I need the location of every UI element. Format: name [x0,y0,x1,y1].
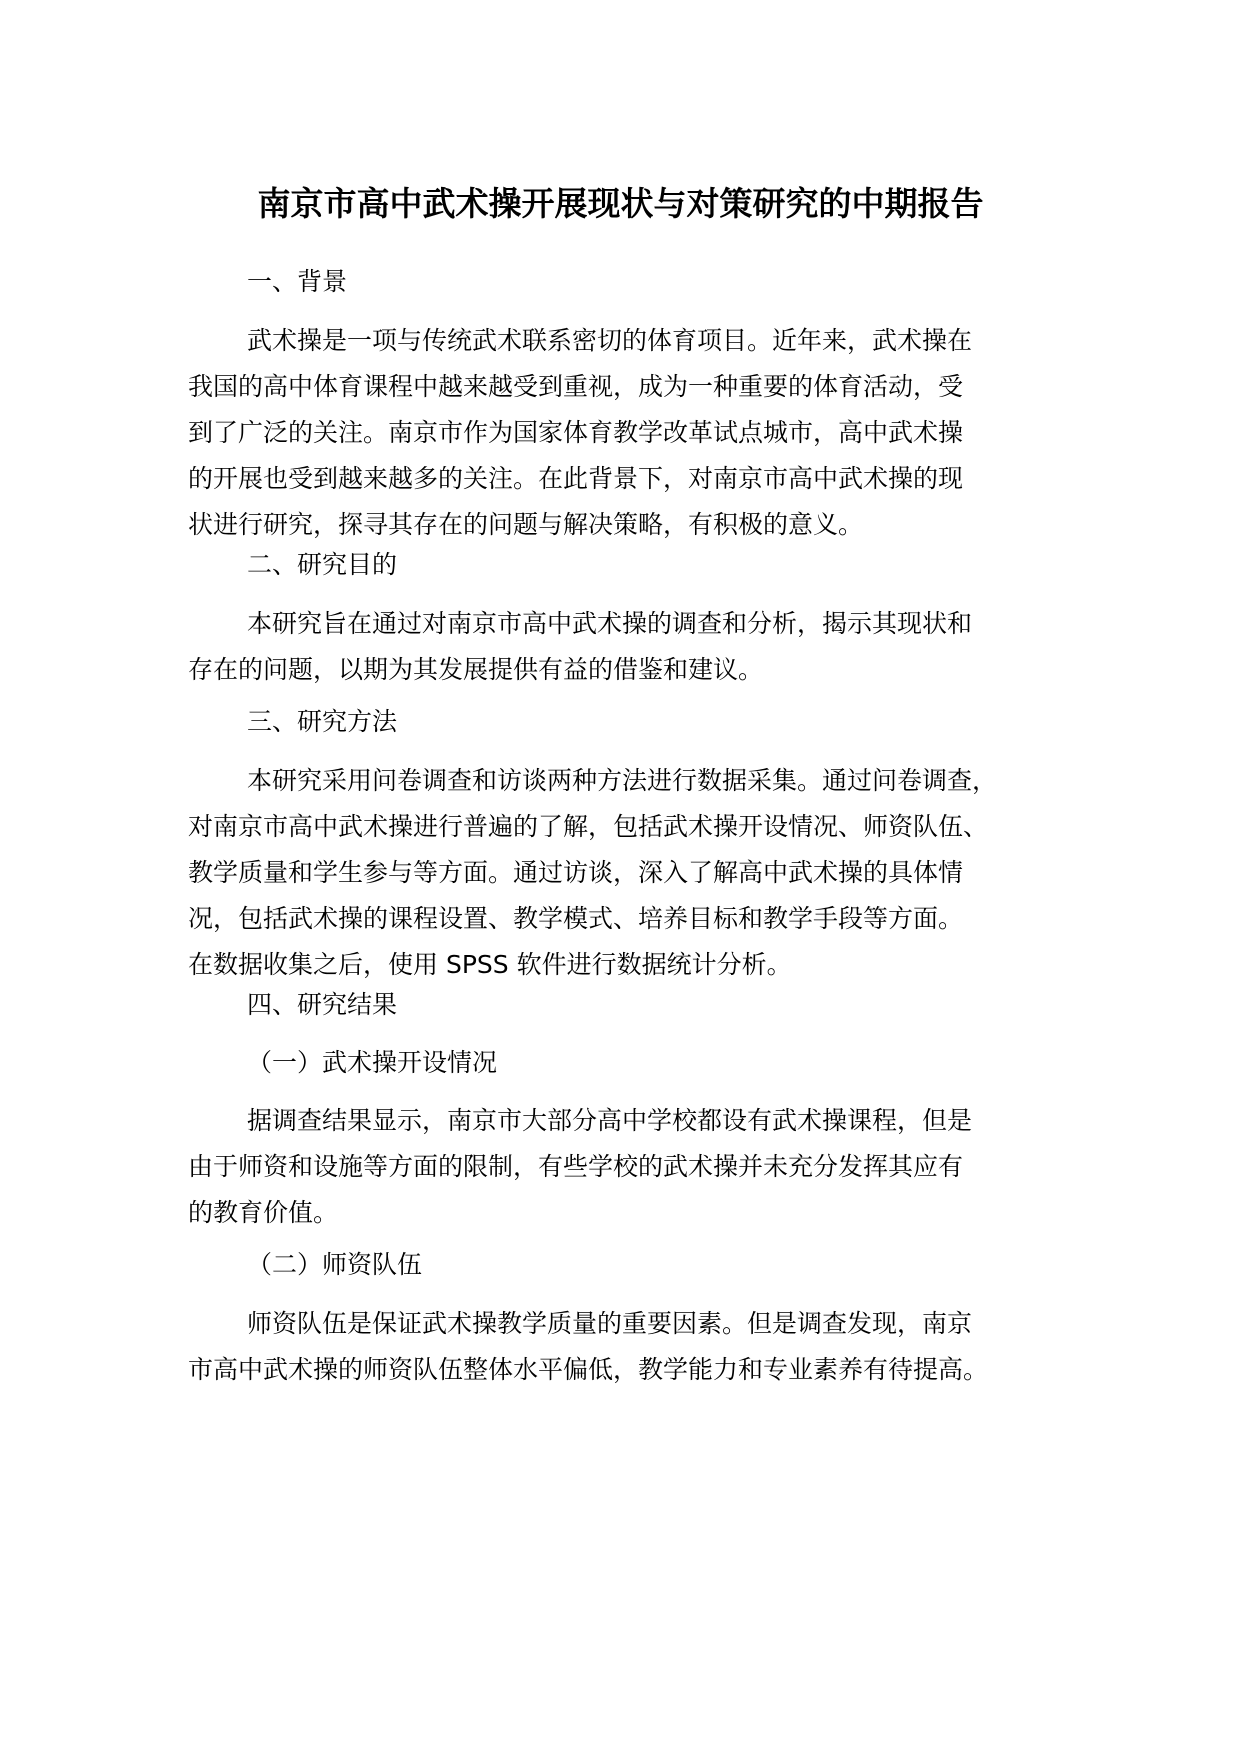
paragraph-line: 本研究采用问卷调查和访谈两种方法进行数据采集。通过问卷调查， [247,766,998,795]
paragraph-line: 由于师资和设施等方面的限制，有些学校的武术操并未充分发挥其应有 [188,1152,964,1181]
paragraph-line: 武术操是一项与传统武术联系密切的体育项目。近年来，武术操在 [247,326,973,355]
paragraph-line: 我国的高中体育课程中越来越受到重视，成为一种重要的体育活动，受 [188,372,964,401]
section-heading-purpose: 二、研究目的 [247,550,398,579]
paragraph-faculty [188,1301,988,1393]
paragraph-line: 本研究旨在通过对南京市高中武术操的调查和分析，揭示其现状和 [247,609,973,638]
paragraph-line: 的教育价值。 [188,1198,339,1227]
paragraph-line: 教学质量和学生参与等方面。通过访谈，深入了解高中武术操的具体情 [188,858,964,887]
paragraph-line: 据调查结果显示，南京市大部分高中学校都设有武术操课程，但是 [247,1106,973,1135]
section-heading-method: 三、研究方法 [247,707,398,736]
paragraph-line: 市高中武术操的师资队伍整体水平偏低，教学能力和专业素养有待提高。 [188,1355,989,1384]
paragraph-line: 存在的问题，以期为其发展提供有益的借鉴和建议。 [188,655,764,684]
section-heading-background: 一、背景 [247,267,348,296]
section-heading-results: 四、研究结果 [247,990,398,1019]
paragraph-line: 师资队伍是保证武术操教学质量的重要因素。但是调查发现，南京 [247,1309,973,1338]
paragraph-line: 在数据收集之后，使用 SPSS 软件进行数据统计分析。 [188,950,792,979]
document-title: 南京市高中武术操开展现状与对策研究的中期报告 [257,184,984,223]
paragraph-line: 到了广泛的关注。南京市作为国家体育教学改革试点城市，高中武术操 [188,418,964,447]
paragraph-line: 状进行研究，探寻其存在的问题与解决策略，有积极的意义。 [188,510,864,539]
paragraph-line: 况，包括武术操的课程设置、教学模式、培养目标和教学手段等方面。 [188,904,964,933]
subsection-heading-faculty: （二）师资队伍 [247,1250,423,1279]
paragraph-line: 对南京市高中武术操进行普遍的了解，包括武术操开设情况、师资队伍、 [188,812,989,841]
subsection-heading-course-offering: （一）武术操开设情况 [247,1048,498,1077]
paragraph-purpose [188,601,972,693]
paragraph-background [188,318,972,548]
paragraph-method [188,758,997,988]
paragraph-course-offering [188,1098,972,1236]
paragraph-line: 的开展也受到越来越多的关注。在此背景下，对南京市高中武术操的现 [188,464,964,493]
